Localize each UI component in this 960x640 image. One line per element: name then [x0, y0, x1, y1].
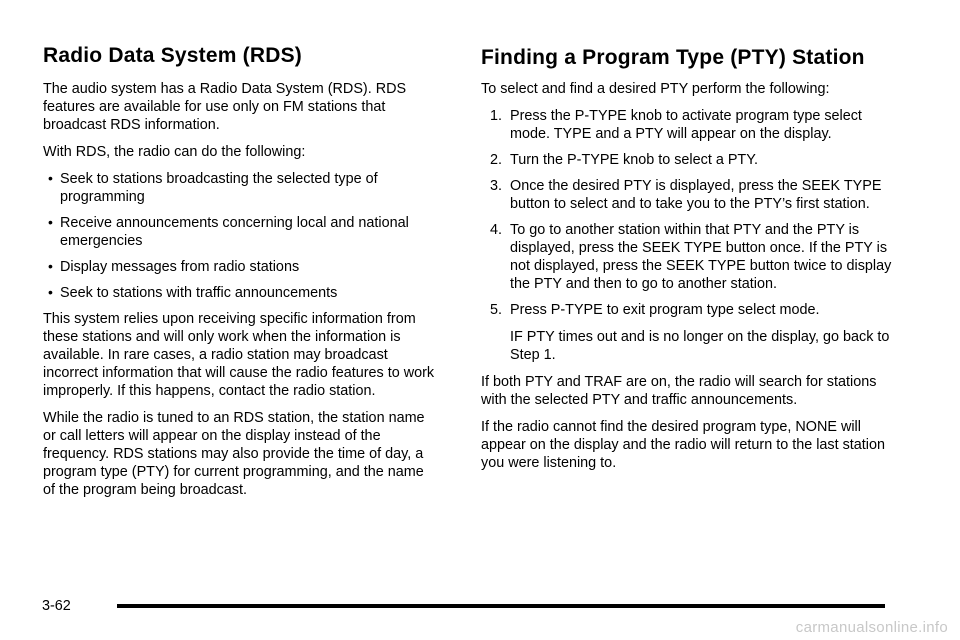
rds-heading: Radio Data System (RDS): [43, 44, 302, 67]
watermark: carmanualsonline.info: [795, 619, 948, 636]
bullet-icon: •: [48, 170, 53, 186]
list-item-text: Seek to stations broadcasting the selected type of programming: [60, 171, 378, 205]
pty-timeout-note: IF PTY times out and is no longer on the display, go back to Step 1.: [510, 329, 890, 363]
pty-steps-list: [481, 107, 896, 319]
step-text: Turn the P-TYPE knob to select a PTY.: [510, 152, 758, 168]
bullet-icon: •: [48, 258, 53, 274]
step-text: To go to another station within that PTY and the PTY is displayed, press the SEEK TYPE button once. If the PTY is not displayed, press the SEEK TYPE button twice to display the PTY and then to go to another station.: [510, 222, 892, 292]
step-number: 4.: [490, 222, 503, 238]
list-item: [43, 170, 438, 206]
step-number: 3.: [490, 178, 503, 194]
list-item-text: Seek to stations with traffic announcements: [60, 285, 338, 301]
bullet-icon: •: [48, 284, 53, 300]
step-text: Press P-TYPE to exit program type select mode.: [510, 302, 820, 318]
pty-heading: Finding a Program Type (PTY) Station: [481, 46, 865, 69]
pty-none-paragraph: If the radio cannot find the desired program type, NONE will appear on the display and the radio will return to the last station you were listening to.: [481, 419, 885, 471]
list-item: [43, 214, 438, 250]
step-item: [481, 151, 896, 169]
step-number: 1.: [490, 108, 503, 124]
step-number: 5.: [490, 302, 503, 318]
footer-divider: [117, 604, 885, 608]
list-item-text: Receive announcements concerning local and national emergencies: [60, 215, 409, 249]
step-number: 2.: [490, 152, 503, 168]
pty-intro-paragraph: To select and find a desired PTY perform the following:: [481, 81, 830, 97]
list-item: [43, 258, 438, 276]
rds-intro-paragraph: The audio system has a Radio Data System (RDS). RDS features are available for use only on FM stations that broadcast RDS information.: [43, 81, 407, 133]
pty-traf-paragraph: If both PTY and TRAF are on, the radio will search for stations with the selected PTY and traffic announcements.: [481, 374, 877, 408]
pty-body: [481, 80, 896, 481]
page-number: 3-62: [42, 598, 71, 614]
rds-reliability-paragraph: This system relies upon receiving specific information from these stations and will only work when the information is available. In rare cases, a radio station may broadcast incorrect information that will cause the radio features to work improperly. If this happens, contact the radio station.: [43, 311, 435, 399]
list-item: [43, 284, 438, 302]
rds-body: [43, 80, 438, 508]
step-text: Once the desired PTY is displayed, press the SEEK TYPE button to select and to take you to the PTY’s first station.: [510, 178, 882, 212]
step-item: [481, 107, 896, 143]
rds-lead-paragraph: With RDS, the radio can do the following:: [43, 144, 306, 160]
rds-feature-list: [43, 170, 438, 302]
list-item-text: Display messages from radio stations: [60, 259, 300, 275]
step-text: Press the P-TYPE knob to activate program type select mode. TYPE and a PTY will appear on the display.: [510, 108, 862, 142]
rds-display-paragraph: While the radio is tuned to an RDS station, the station name or call letters will appear on the display instead of the frequency. RDS stations may also provide the time of day, a program type (PTY) for current programming, and the name of the program being broadcast.: [43, 410, 425, 498]
step-item: [481, 301, 896, 319]
step-item: [481, 177, 896, 213]
step-item: [481, 221, 896, 293]
bullet-icon: •: [48, 214, 53, 230]
